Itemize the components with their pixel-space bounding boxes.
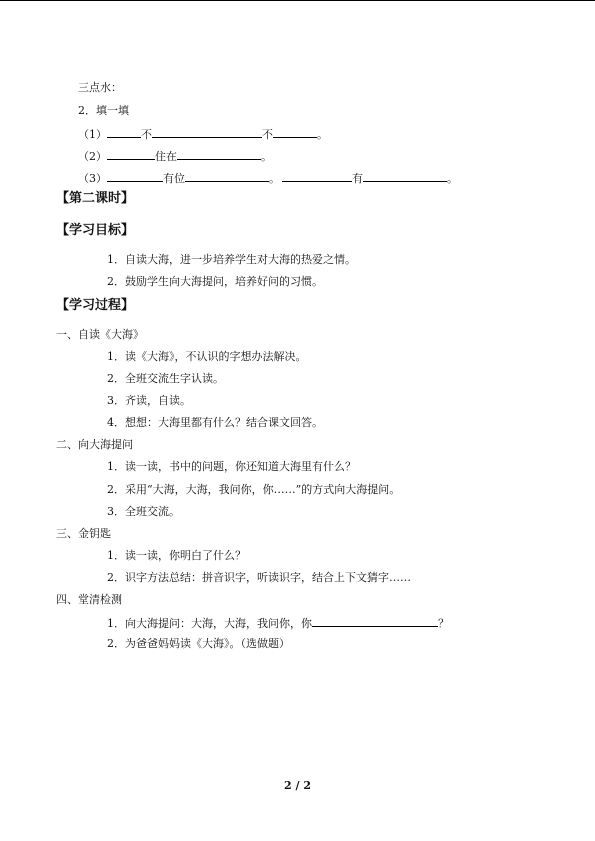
- section-title: 二、向大海提问: [56, 438, 133, 451]
- blank-field[interactable]: [152, 126, 262, 138]
- item-text: 1．向大海提问：大海，大海，我问你，你: [107, 617, 312, 630]
- row-word: 有位: [163, 172, 185, 185]
- list-item: 1．读一读，你明白了什么？: [107, 549, 246, 562]
- row-word: 有: [352, 172, 363, 185]
- goal-item: 2．鼓励学生向大海提问，培养好问的习惯。: [107, 275, 323, 288]
- page-number: 2 / 2: [284, 779, 311, 792]
- row-word: 住在: [155, 150, 177, 163]
- lesson2-heading: 【第二课时】: [56, 191, 135, 206]
- row-mid: 。: [269, 172, 280, 185]
- row-number: （2）: [78, 150, 107, 163]
- list-item: 2．为爸爸妈妈读《大海》。（选做题）: [107, 637, 290, 650]
- row-word: 不: [262, 128, 273, 141]
- blank-field[interactable]: [177, 148, 261, 160]
- blank-field[interactable]: [273, 126, 317, 138]
- fill-row-2: [78, 148, 272, 164]
- section-title: 一、自读《大海》: [56, 328, 144, 341]
- blank-field[interactable]: [363, 170, 447, 182]
- list-item: 4．想想：大海里都有什么？结合课文回答。: [107, 416, 323, 429]
- row-end: 。: [317, 128, 328, 141]
- list-item: 1．读一读，书中的问题，你还知道大海里有什么？: [107, 460, 356, 473]
- goals-heading: 【学习目标】: [56, 223, 135, 238]
- fill-row-1: [78, 126, 328, 142]
- list-item: 3．齐读，自读。: [107, 394, 191, 407]
- blank-field[interactable]: [107, 148, 155, 160]
- list-item: 2．采用“大海，大海，我问你，你……”的方式向大海提问。: [107, 483, 401, 496]
- list-item: 2．识字方法总结：拼音识字，听读识字，结合上下文猜字……: [107, 571, 411, 584]
- row-end: 。: [447, 172, 458, 185]
- row-end: 。: [261, 150, 272, 163]
- row-number: （3）: [78, 172, 107, 185]
- fill-title: 2．填一填: [78, 104, 129, 117]
- item-end: ？: [438, 617, 449, 630]
- row-number: （1）: [78, 128, 107, 141]
- blank-field[interactable]: [185, 170, 269, 182]
- process-heading: 【学习过程】: [56, 298, 135, 313]
- row-word: 不: [141, 128, 152, 141]
- list-item: 1．读《大海》，不认识的字想办法解决。: [107, 350, 307, 363]
- list-item: 3．全班交流。: [107, 505, 180, 518]
- blank-field[interactable]: [282, 170, 352, 182]
- fill-row-3: [78, 170, 458, 186]
- header-rule: [0, 0, 595, 1]
- list-item: 2．全班交流生字认读。: [107, 372, 224, 385]
- blank-field[interactable]: [312, 615, 438, 627]
- blank-field[interactable]: [107, 170, 163, 182]
- goal-item: 1．自读大海，进一步培养学生对大海的热爱之情。: [107, 253, 356, 266]
- blank-field[interactable]: [107, 126, 141, 138]
- list-item: [107, 615, 449, 631]
- sanshui-label: 三点水：: [78, 81, 122, 94]
- section-title: 三、金钥匙: [56, 527, 111, 540]
- section-title: 四、堂清检测: [56, 593, 122, 606]
